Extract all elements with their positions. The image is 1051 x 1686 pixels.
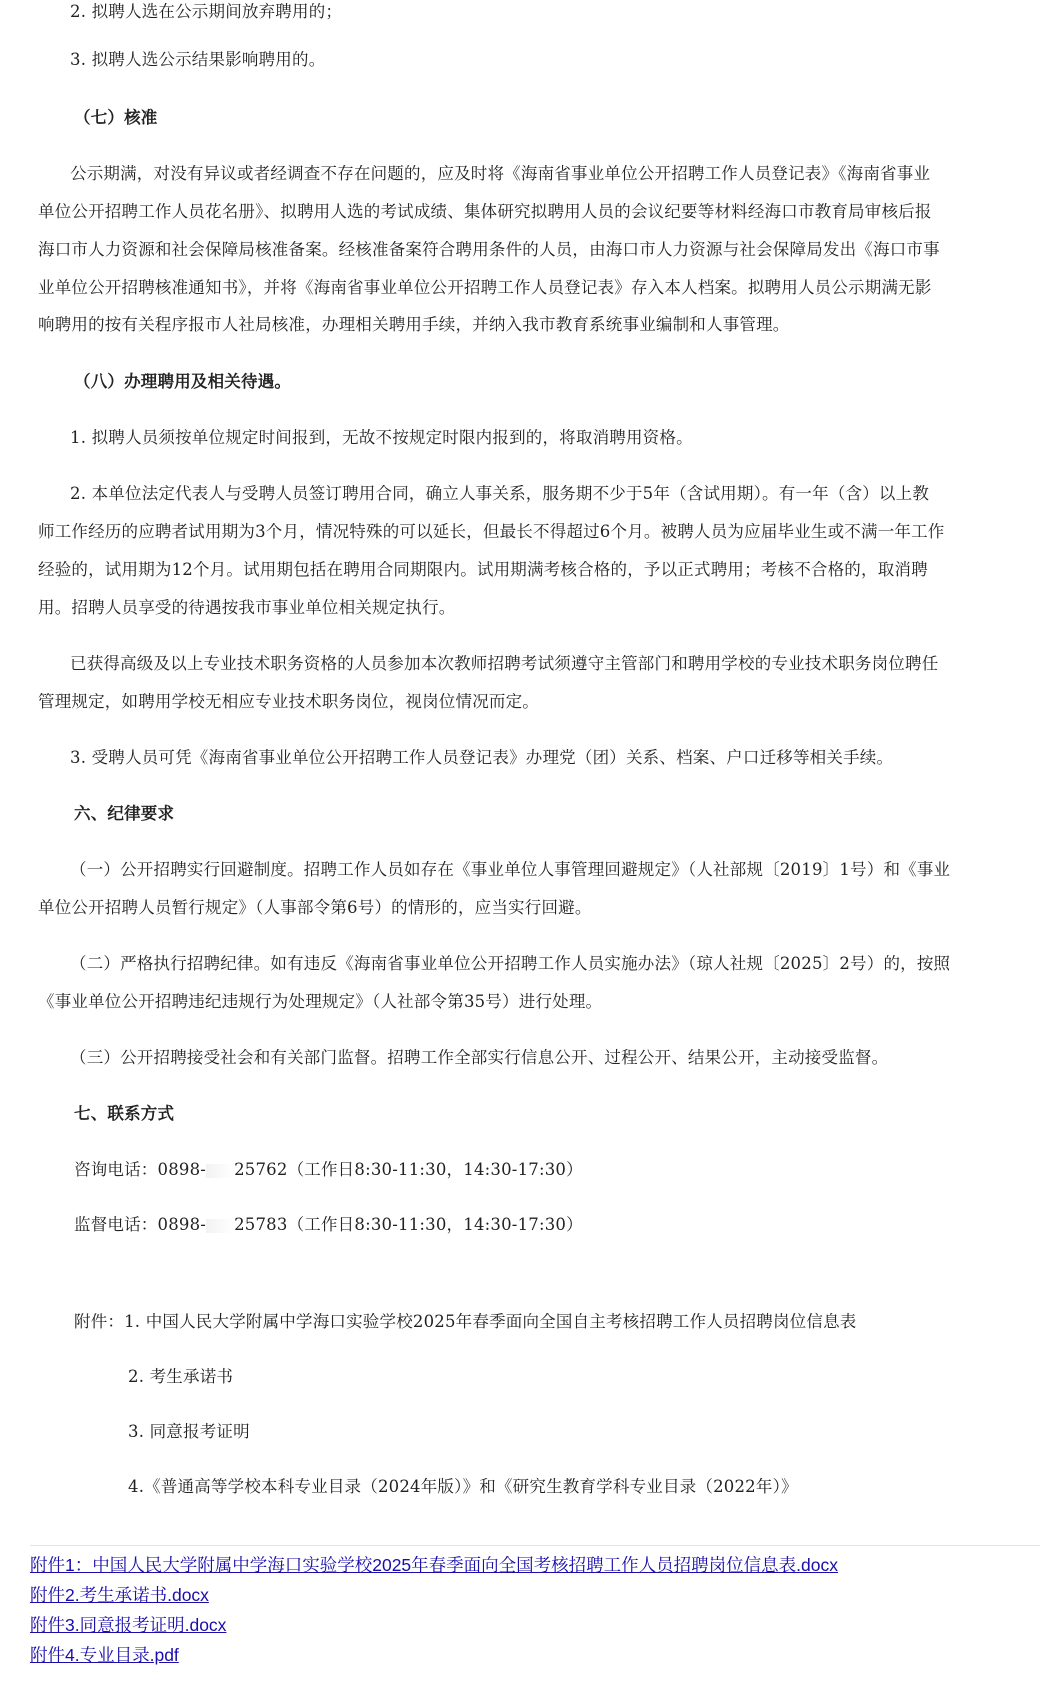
paragraph-line: 2. 本单位法定代表人与受聘人员签订聘用合同，确立人事关系，服务期不少于5年（含试用期）。有一年（含）以上教 [70, 484, 930, 503]
paragraph-line: （一）公开招聘实行回避制度。招聘工作人员如存在《事业单位人事管理回避规定》（人社部规〔2019〕1号）和《事业 [70, 860, 951, 879]
divider [30, 1545, 1040, 1546]
paragraph-line: 3. 受聘人员可凭《海南省事业单位公开招聘工作人员登记表》办理党（团）关系、档案、户口迁移等相关手续。 [70, 748, 894, 767]
paragraph-line: 用。招聘人员享受的待遇按我市事业单位相关规定执行。 [38, 598, 456, 617]
paragraph-line: （三）公开招聘接受社会和有关部门监督。招聘工作全部实行信息公开、过程公开、结果公开，主动接受监督。 [70, 1048, 889, 1067]
attachment-link-3[interactable]: 附件3.同意报考证明.docx [30, 1615, 227, 1635]
consult-phone-label: 咨询电话：0898- [74, 1160, 207, 1179]
attachment-list-item: 2. 考生承诺书 [128, 1367, 234, 1386]
redaction-mask [206, 1219, 234, 1233]
consult-phone [74, 1158, 583, 1182]
supervise-phone [74, 1213, 583, 1237]
paragraph-line: 1. 拟聘人员须按单位规定时间报到，无故不按规定时限内报到的，将取消聘用资格。 [70, 428, 693, 447]
paragraph-line: 公示期满，对没有异议或者经调查不存在问题的，应及时将《海南省事业单位公开招聘工作人员登记表》《海南省事业 [70, 164, 931, 183]
supervise-phone-tail: 25783（工作日8:30-11:30，14:30-17:30） [234, 1215, 583, 1234]
paragraph-line: 响聘用的按有关程序报市人社局核准，办理相关聘用手续，并纳入我市教育系统事业编制和人事管理。 [38, 315, 790, 334]
attachment-list-item: 3. 同意报考证明 [128, 1422, 250, 1441]
paragraph-line: 单位公开招聘工作人员花名册》、拟聘用人选的考试成绩、集体研究拟聘用人员的会议纪要等材料经海口市教育局审核后报 [38, 202, 932, 221]
paragraph-line: 业单位公开招聘核准通知书》，并将《海南省事业单位公开招聘工作人员登记表》存入本人档案。拟聘用人员公示期满无影 [38, 278, 932, 297]
paragraph-line: 管理规定，如聘用学校无相应专业技术职务岗位，视岗位情况而定。 [38, 692, 539, 711]
attachment-links [30, 1550, 838, 1670]
attachment-link-2[interactable]: 附件2.考生承诺书.docx [30, 1585, 209, 1605]
redaction-mask [206, 1164, 234, 1178]
section-heading: （八）办理聘用及相关待遇。 [74, 372, 292, 391]
attachment-link-4[interactable]: 附件4.专业目录.pdf [30, 1645, 179, 1665]
attachment-list-item: 4.《普通高等学校本科专业目录（2024年版）》和《研究生教育学科专业目录（2022年）》 [128, 1477, 798, 1496]
section-heading: 六、纪律要求 [74, 804, 175, 823]
paragraph-line: （二）严格执行招聘纪律。如有违反《海南省事业单位公开招聘工作人员实施办法》（琼人社规〔2025〕2号）的，按照 [70, 954, 951, 973]
section-heading: （七）核准 [74, 108, 158, 127]
paragraph-line: 经验的，试用期为12个月。试用期包括在聘用合同期限内。试用期满考核合格的，予以正式聘用；考核不合格的，取消聘 [38, 560, 928, 579]
section-heading: 七、联系方式 [74, 1104, 175, 1123]
supervise-phone-label: 监督电话：0898- [74, 1215, 207, 1234]
consult-phone-tail: 25762（工作日8:30-11:30，14:30-17:30） [234, 1160, 583, 1179]
paragraph-line: 单位公开招聘人员暂行规定》（人事部令第6号）的情形的，应当实行回避。 [38, 898, 592, 917]
paragraph-line: 2. 拟聘人选在公示期间放弃聘用的； [70, 2, 343, 21]
paragraph-line: 3. 拟聘人选公示结果影响聘用的。 [70, 50, 326, 69]
paragraph-line: 已获得高级及以上专业技术职务资格的人员参加本次教师招聘考试须遵守主管部门和聘用学校的专业技术职务岗位聘任 [70, 654, 939, 673]
attachment-list-item: 附件：1. 中国人民大学附属中学海口实验学校2025年春季面向全国自主考核招聘工作人员招聘岗位信息表 [74, 1312, 857, 1331]
paragraph-line: 师工作经历的应聘者试用期为3个月，情况特殊的可以延长，但最长不得超过6个月。被聘人员为应届毕业生或不满一年工作 [38, 522, 945, 541]
paragraph-line: 《事业单位公开招聘违纪违规行为处理规定》（人社部令第35号）进行处理。 [38, 992, 603, 1011]
attachment-link-1[interactable]: 附件1：中国人民大学附属中学海口实验学校2025年春季面向全国考核招聘工作人员招聘岗位信息表.docx [30, 1555, 838, 1575]
paragraph-line: 海口市人力资源和社会保障局核准备案。经核准备案符合聘用条件的人员，由海口市人力资源与社会保障局发出《海口市事 [38, 240, 940, 259]
